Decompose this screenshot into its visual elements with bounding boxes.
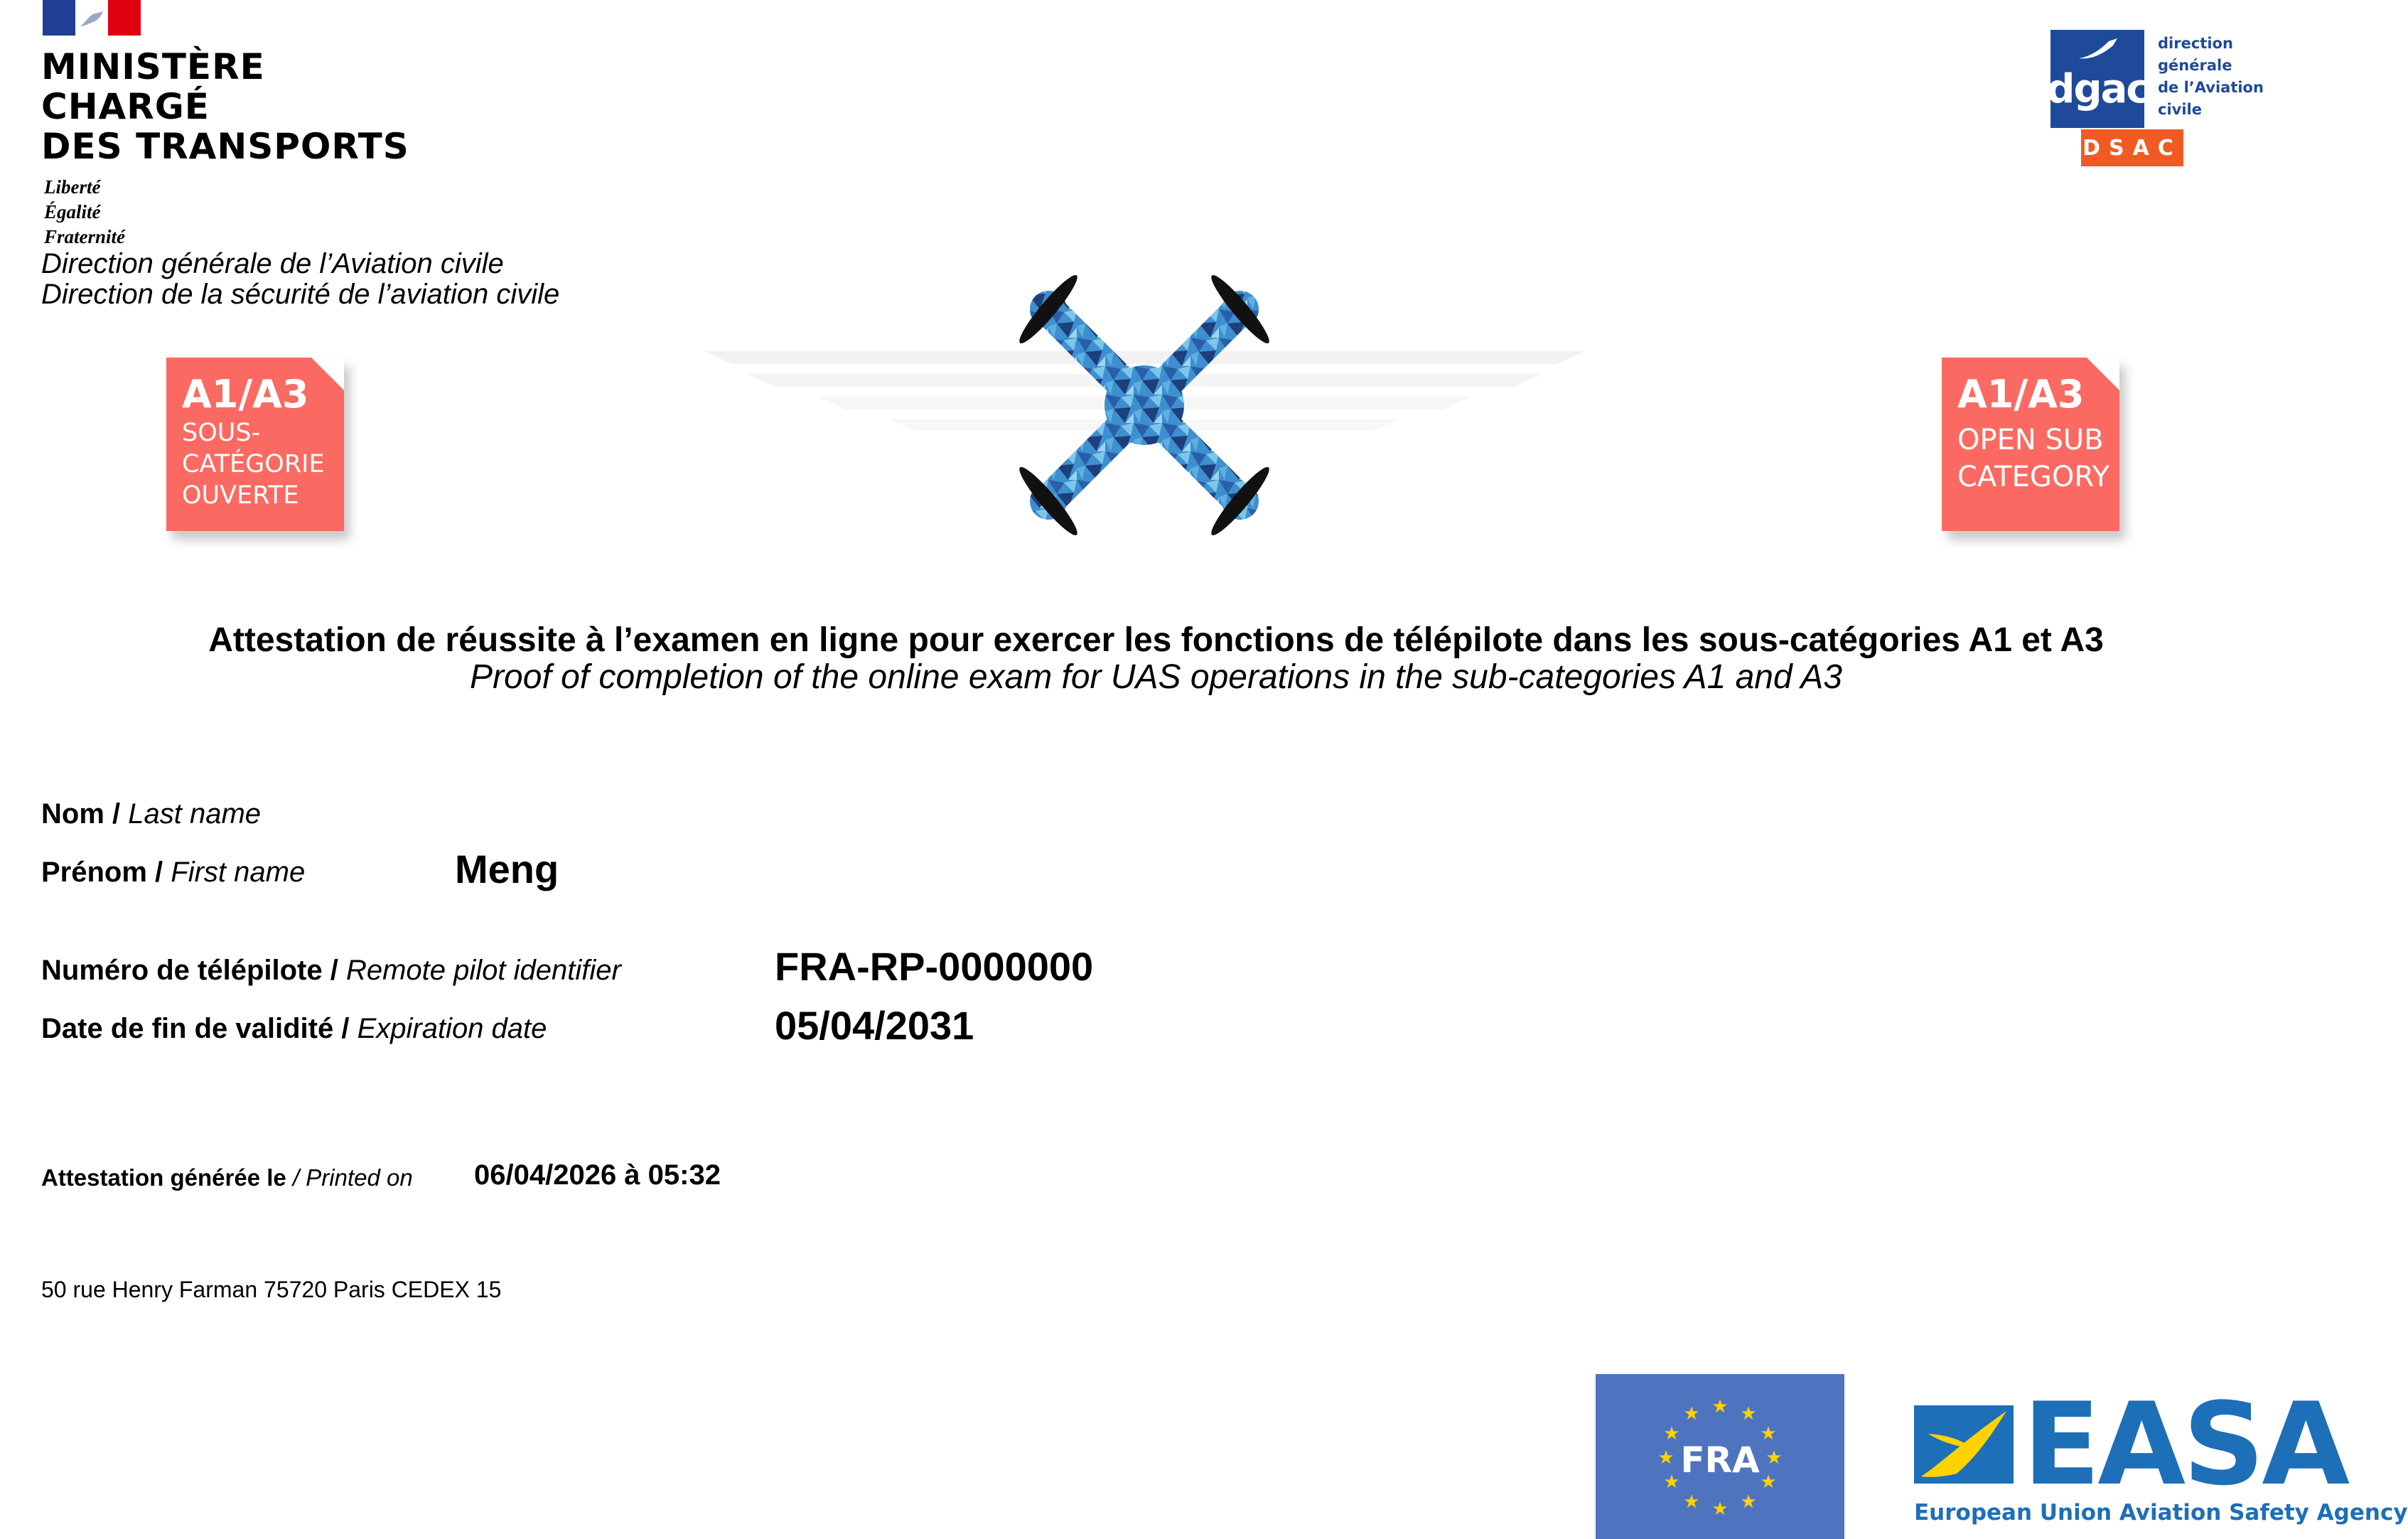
motto-egalite: Égalité <box>44 201 101 222</box>
ministry-line-2: CHARGÉ <box>41 86 210 127</box>
category-badge-en <box>1942 358 2119 531</box>
svg-text:★: ★ <box>1683 1403 1700 1425</box>
badge-corner-fold <box>2087 358 2119 390</box>
fra-eu-logo <box>1596 1374 1844 1539</box>
easa-bird-shape <box>1914 1405 2014 1484</box>
dgac-text-line-3: de l’Aviation <box>2158 79 2264 96</box>
svg-text:★: ★ <box>1711 1396 1729 1417</box>
dgac-text-line-2: générale <box>2158 57 2232 74</box>
svg-text:★: ★ <box>1657 1447 1675 1469</box>
svg-text:★: ★ <box>1760 1471 1777 1493</box>
expiration-value: 05/04/2031 <box>775 1003 974 1048</box>
svg-text:★: ★ <box>1663 1423 1680 1444</box>
svg-text:★: ★ <box>1711 1498 1729 1520</box>
marianne-icon <box>77 5 106 31</box>
dgac-text-line-1: direction <box>2158 35 2233 52</box>
badge-subtitle: SOUS- CATÉGORIE OUVERTE <box>182 419 325 510</box>
svg-text:★: ★ <box>1760 1423 1777 1444</box>
expiration-label-en: Expiration date <box>357 1013 547 1044</box>
printed-label-en: / Printed on <box>292 1164 413 1191</box>
svg-text:★: ★ <box>1740 1491 1757 1513</box>
ministry-line-3: DES TRANSPORTS <box>41 126 409 167</box>
first-name-label-fr: Prénom / <box>41 857 171 888</box>
marianne-flag-logo <box>43 0 141 36</box>
svg-text:★: ★ <box>1663 1471 1680 1493</box>
expiration-label-fr: Date de fin de validité / <box>41 1013 358 1044</box>
badge-code: A1/A3 <box>182 372 309 417</box>
dgac-logo-mark: dgac <box>2046 66 2149 112</box>
badge-subtitle: OPEN SUB CATEGORY <box>1957 424 2110 493</box>
fra-logo-text: FRA <box>1680 1439 1760 1481</box>
printed-on-label <box>41 1164 413 1191</box>
easa-bird-icon <box>1914 1405 2014 1484</box>
pilot-id-label <box>41 955 621 987</box>
motto-fraternite: Fraternité <box>44 226 126 247</box>
last-name-label-fr: Nom / <box>41 798 129 830</box>
svg-text:★: ★ <box>1683 1491 1700 1513</box>
direction-names <box>41 249 559 310</box>
first-name-label <box>41 857 305 889</box>
dgac-logo <box>2046 30 2149 128</box>
drone-icon <box>991 252 1297 558</box>
certificate-title-en: Proof of completion of the online exam for UAS operations in the sub-categories A1 and A3 <box>470 658 1842 696</box>
printed-on-value: 06/04/2026 à 05:32 <box>474 1159 721 1191</box>
plane-swoosh-icon <box>2078 36 2120 64</box>
last-name-label <box>41 798 261 830</box>
printed-label-fr: Attestation générée le <box>41 1164 293 1191</box>
last-name-label-en: Last name <box>128 798 262 830</box>
direction-line-1: Direction générale de l’Aviation civile <box>41 248 504 279</box>
easa-logo-subtitle: European Union Aviation Safety Agency <box>1914 1500 2408 1525</box>
category-badge-fr <box>166 358 344 531</box>
expiration-label <box>41 1013 547 1045</box>
svg-text:★: ★ <box>1765 1447 1783 1469</box>
first-name-value: Meng <box>455 847 559 891</box>
badge-corner-fold <box>311 358 344 390</box>
certificate-title-fr: Attestation de réussite à l’examen en ligne pour exercer les fonctions de télépilote dans les sous-catégories A1 et A3 <box>208 621 2104 659</box>
easa-logo-word: EASA <box>2023 1378 2348 1511</box>
pilot-id-label-en: Remote pilot identifier <box>345 955 621 986</box>
motto-liberte: Liberté <box>44 176 101 198</box>
pilot-id-label-fr: Numéro de télépilote / <box>41 955 346 986</box>
republic-motto <box>44 175 125 250</box>
pilot-id-value: FRA-RP-0000000 <box>775 944 1094 989</box>
dsac-tag: DSAC <box>2081 129 2183 166</box>
svg-text:★: ★ <box>1740 1403 1757 1425</box>
badge-code: A1/A3 <box>1957 372 2085 417</box>
dgac-logo-text <box>2158 33 2264 121</box>
direction-line-2: Direction de la sécurité de l’aviation civile <box>41 279 560 310</box>
address: 50 rue Henry Farman 75720 Paris CEDEX 15 <box>41 1277 502 1302</box>
first-name-label-en: First name <box>171 857 306 888</box>
ministry-line-1: MINISTÈRE <box>41 46 265 87</box>
ministry-name <box>41 47 409 166</box>
dgac-text-line-4: civile <box>2158 101 2202 118</box>
